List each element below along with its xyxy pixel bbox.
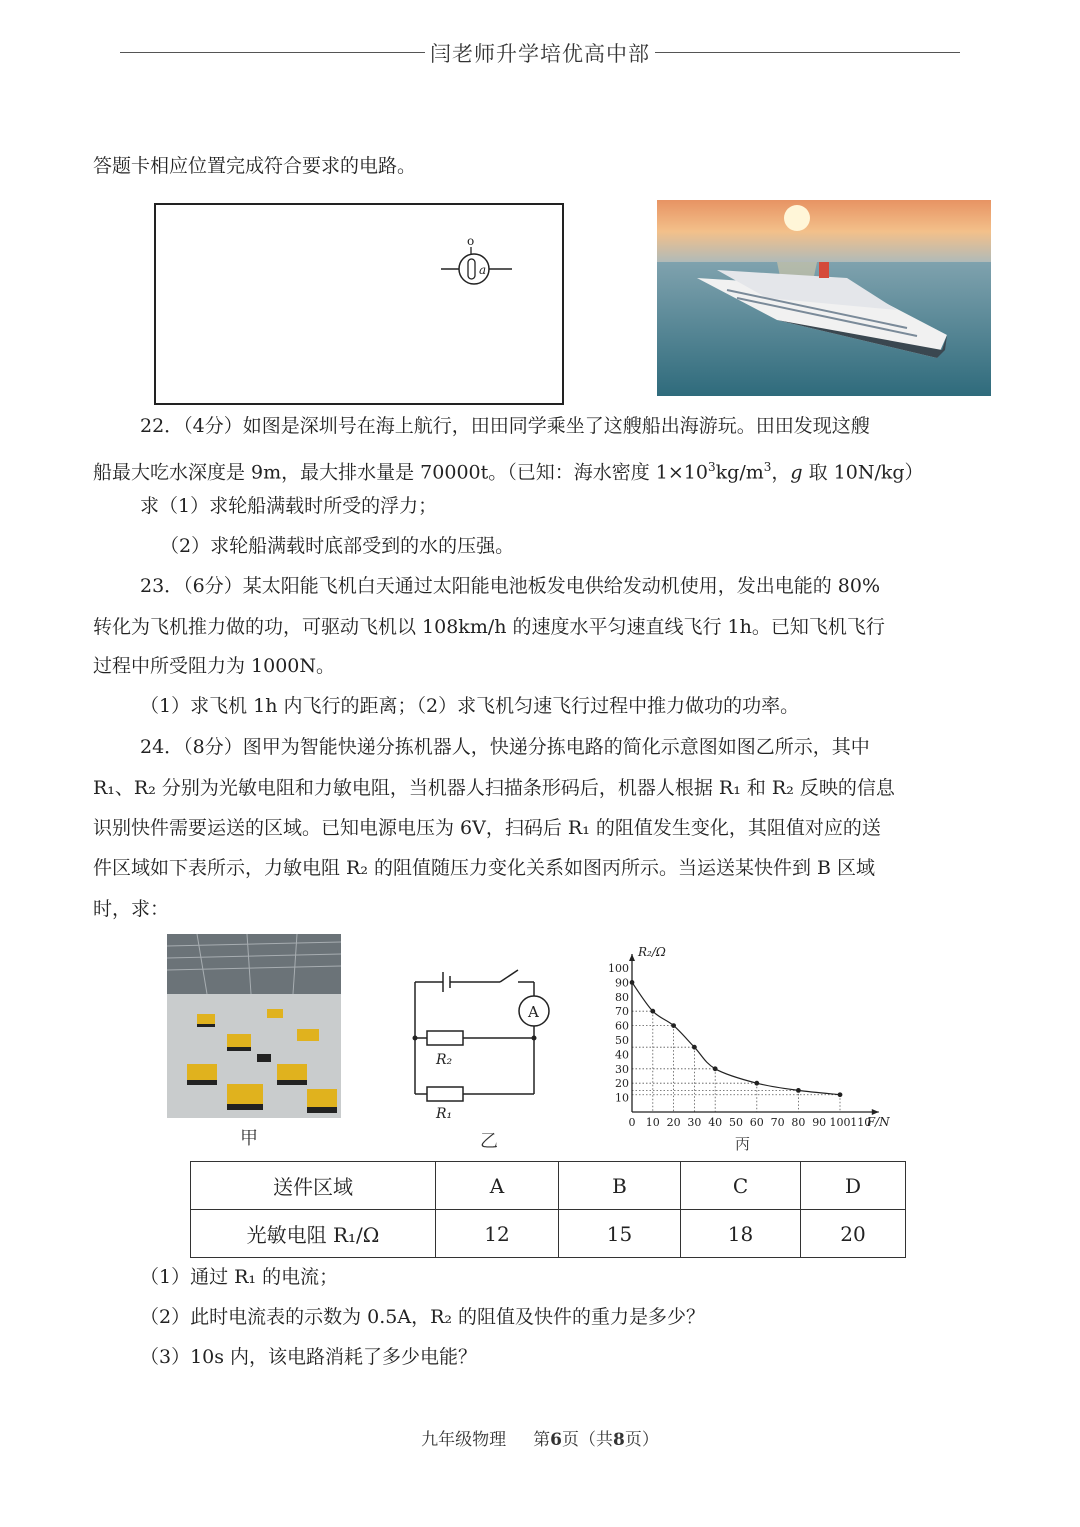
q22-line2a: 船最大吃水深度是 9m，最大排水量是 70000t。（已知：海水密度 1×10	[93, 461, 708, 484]
data-point	[671, 1023, 676, 1028]
chart-ticks	[608, 962, 871, 1129]
x-tick-label: 30	[687, 1116, 702, 1129]
q24-line3: 识别快件需要运送的区域。已知电源电压为 6V，扫码后 R₁ 的阻值发生变化，其阻值对应的送	[93, 817, 881, 839]
q22-line2d: 取 10N/kg）	[802, 461, 924, 484]
q24-line1: 24．（8分）图甲为智能快递分拣机器人，快递分拣电路的简化示意图如图乙所示，其中	[140, 736, 870, 758]
data-series-line	[632, 982, 840, 1094]
symbol-a: a	[479, 263, 487, 277]
y-tick-label: 70	[615, 1005, 629, 1019]
footer-subject: 九年级物理	[421, 1430, 507, 1450]
figure-bing-caption: 丙	[735, 1135, 751, 1153]
table-header-cell: A	[436, 1162, 559, 1210]
figure-jia-caption: 甲	[240, 1128, 258, 1149]
q23-line2: 转化为飞机推力做的功，可驱动飞机以 108km/h 的速度水平匀速直线飞行 1h。已知飞机飞行	[93, 616, 885, 638]
y-tick-label: 50	[615, 1034, 629, 1047]
x-tick-label: 100	[829, 1116, 851, 1129]
y-tick-label: 60	[615, 1019, 629, 1033]
table-cell: 光敏电阻 R₁/Ω	[191, 1210, 436, 1258]
y-tick-label: 10	[615, 1091, 629, 1105]
q22-line2c: ，	[771, 461, 791, 484]
q22-sup1: 3	[708, 460, 716, 474]
q23-line4: （1）求飞机 1h 内飞行的距离；（2）求飞机匀速飞行过程中推力做功的功率。	[140, 695, 800, 717]
x-tick-label: 70	[770, 1116, 785, 1129]
ship-photo	[657, 200, 991, 396]
robot-photo	[167, 934, 341, 1118]
footer-page-num: 6	[550, 1430, 563, 1450]
x-tick-label: 80	[791, 1116, 806, 1129]
q24-line2: R₁、R₂ 分别为光敏电阻和力敏电阻，当机器人扫描条形码后，机器人根据 R₁ 和 R₂ 反映的信息	[93, 777, 895, 799]
x-tick-label: 0	[628, 1116, 636, 1129]
y-axis-arrow	[629, 954, 635, 961]
q24-sub2: （2）此时电流表的示数为 0.5A，R₂ 的阻值及快件的重力是多少？	[140, 1306, 706, 1328]
lamp-symbol	[156, 205, 562, 403]
y-tick-label: 40	[615, 1048, 629, 1062]
data-point	[796, 1088, 801, 1093]
table-row	[191, 1210, 906, 1258]
chart-grid	[632, 982, 840, 1112]
figure-yi-caption: 乙	[480, 1131, 498, 1152]
y-tick-label: 80	[615, 990, 629, 1004]
q23-line3: 过程中所受阻力为 1000N。	[93, 655, 336, 677]
page-footer	[0, 1425, 1080, 1450]
chart-axes	[629, 954, 879, 1115]
intro-line: 答题卡相应位置完成符合要求的电路。	[93, 155, 417, 177]
y-tick-label: 90	[615, 976, 629, 990]
footer-page-total: 8	[613, 1430, 625, 1450]
x-tick-label: 40	[708, 1116, 723, 1129]
footer-page-suffix: 页）	[624, 1430, 659, 1450]
ammeter-label: A	[528, 1003, 539, 1021]
chart-labels	[637, 945, 890, 1129]
q22-line2b: kg/m	[715, 461, 764, 484]
r2-force-chart	[598, 942, 918, 1142]
q22-line1: 22．（4分）如图是深圳号在海上航行，田田同学乘坐了这艘船出海游玩。田田发现这艘	[140, 415, 870, 437]
table-cell: 20	[801, 1210, 906, 1258]
x-axis-label: F/N	[866, 1115, 890, 1129]
zone-table	[190, 1161, 906, 1258]
data-point	[650, 1009, 655, 1014]
q23-line1: 23．（6分）某太阳能飞机白天通过太阳能电池板发电供给发动机使用，发出电能的 80%	[140, 575, 881, 597]
table-cell: 18	[681, 1210, 801, 1258]
circuit-answer-box	[154, 203, 564, 405]
table-header-cell: 送件区域	[191, 1162, 436, 1210]
x-tick-label: 90	[812, 1116, 827, 1129]
q22-line4: （2）求轮船满载时底部受到的水的压强。	[160, 535, 515, 557]
y-tick-label: 30	[615, 1062, 629, 1076]
circuit-diagram	[400, 958, 560, 1128]
y-tick-label: 20	[615, 1077, 629, 1091]
data-point	[754, 1081, 759, 1086]
y-axis-label: R₂/Ω	[638, 945, 666, 959]
r1-label: R₁	[436, 1106, 453, 1122]
table-header-cell: D	[801, 1162, 906, 1210]
x-tick-label: 50	[729, 1116, 743, 1129]
q24-sub1: （1）通过 R₁ 的电流；	[140, 1266, 339, 1288]
chart-curve	[630, 980, 843, 1097]
q24-sub3: （3）10s 内，该电路消耗了多少电能？	[140, 1346, 478, 1368]
table-header-cell: B	[559, 1162, 681, 1210]
q24-line5: 时，求：	[93, 898, 170, 920]
data-point	[630, 980, 635, 985]
q24-line4: 件区域如下表所示，力敏电阻 R₂ 的阻值随压力变化关系如图丙所示。当运送某快件到 B 区域	[93, 857, 876, 879]
table-header-row	[191, 1162, 906, 1210]
q22-g: g	[790, 461, 803, 484]
y-tick-label: 100	[608, 962, 629, 975]
table-cell: 12	[436, 1210, 559, 1258]
r2-label: R₂	[436, 1052, 453, 1068]
table-cell: 15	[559, 1210, 681, 1258]
symbol-o: o	[467, 234, 475, 248]
x-tick-label: 60	[749, 1116, 764, 1129]
header-title: 闫老师升学培优高中部	[430, 42, 650, 66]
data-point	[692, 1045, 697, 1050]
data-point	[713, 1066, 718, 1071]
footer-page-prefix: 第	[533, 1430, 551, 1450]
x-tick-label: 20	[666, 1116, 681, 1129]
q22-line3: 求（1）求轮船满载时所受的浮力；	[140, 495, 438, 517]
q22-sup2: 3	[763, 460, 772, 474]
footer-page-mid: 页（共	[562, 1430, 614, 1450]
table-header-cell: C	[681, 1162, 801, 1210]
data-point	[838, 1092, 843, 1097]
x-tick-label: 10	[645, 1116, 660, 1129]
x-tick-label: 110	[850, 1116, 872, 1129]
